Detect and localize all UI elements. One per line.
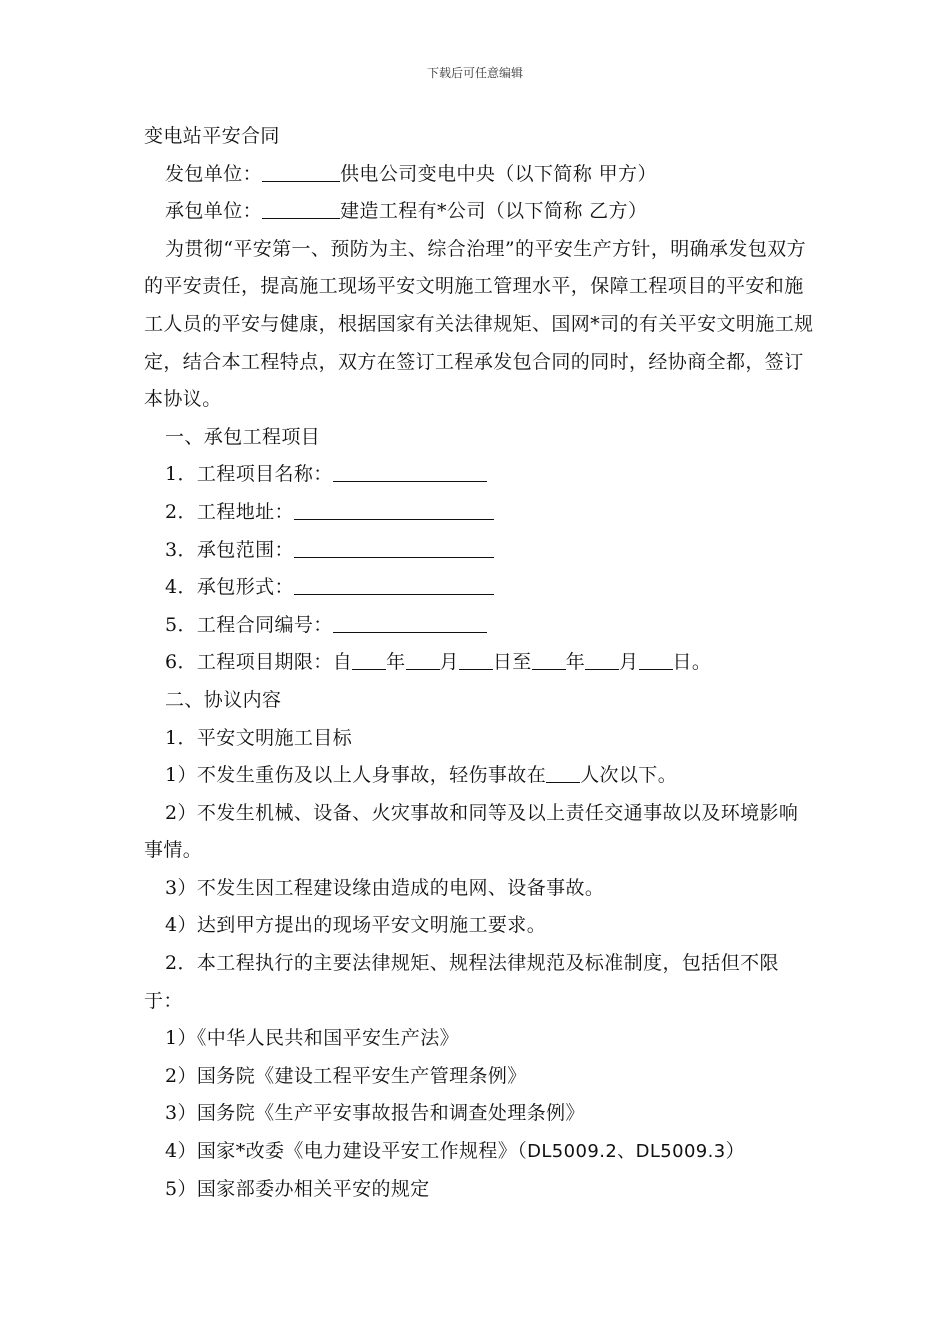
law-4-codes: DL5009.2、DL5009.3 xyxy=(527,1141,726,1163)
document-body xyxy=(144,118,814,1208)
start-year-blank[interactable] xyxy=(352,649,386,670)
law-item: 3）国务院《生产平安事故报告和调查处理条例》 xyxy=(165,1102,585,1125)
intro-paragraph: 为贯彻“平安第一、预防为主、综合治理”的平安生产方针，明确承发包双方的平安责任，提高施工现场平安文明施工管理水平，保障工程项目的平安和施工人员的平安与健康，根据国家有关法律规矩、国网*司的有关平安文明施工规定，结合本工程特点，双方在签订工程承发包合同的同时，经协商全都，签订本协议。 xyxy=(144,237,814,411)
party-a-label: 发包单位： xyxy=(165,162,263,185)
law-item-5: 5）国家部委办相关平安的规定 xyxy=(165,1177,430,1200)
party-a-line xyxy=(144,156,814,194)
start-day-blank[interactable] xyxy=(459,649,493,670)
contract-form-blank[interactable] xyxy=(294,574,494,595)
contract-scope-line xyxy=(144,532,814,570)
project-address-label: 2．工程地址： xyxy=(165,500,294,523)
project-address-blank[interactable] xyxy=(294,499,494,520)
end-month-label: 月 xyxy=(619,651,639,674)
project-name-line xyxy=(144,456,814,494)
goal-2-paragraph: 2）不发生机械、设备、火灾事故和同等及以上责任交通事故以及环境影响事情。 xyxy=(144,801,799,862)
goal-1-suffix: 人次以下。 xyxy=(580,764,678,787)
goal-1-text: 1）不发生重伤及以上人身事故，轻伤事故在 xyxy=(165,764,547,787)
section2-heading: 二、协议内容 xyxy=(165,688,282,711)
project-name-label: 1．工程项目名称： xyxy=(165,463,333,486)
law-4-text: 4）国家*改委《电力建设平安工作规程》（ xyxy=(165,1140,528,1163)
law-item: 2）国务院《建设工程平安生产管理条例》 xyxy=(165,1064,527,1087)
start-day-label: 日至 xyxy=(492,651,532,674)
party-a-text: 供电公司变电中央（以下简称 甲方） xyxy=(340,162,657,185)
end-year-blank[interactable] xyxy=(532,649,566,670)
project-period-line xyxy=(144,644,814,682)
end-month-blank[interactable] xyxy=(585,649,619,670)
goal-1-line xyxy=(144,757,814,795)
contract-number-label: 5．工程合同编号： xyxy=(165,613,333,636)
end-year-label: 年 xyxy=(565,651,586,674)
start-year-label: 年 xyxy=(386,651,406,674)
contract-form-line xyxy=(144,569,814,607)
contract-number-line xyxy=(144,607,814,645)
regulations-intro-paragraph: 2．本工程执行的主要法律规矩、规程法律规范及标准制度，包括但不限于： xyxy=(144,952,779,1012)
party-b-text: 建造工程有*公司（以下简称 乙方） xyxy=(340,200,648,223)
project-period-label: 6．工程项目期限：自 xyxy=(165,651,353,674)
law-4-close: ） xyxy=(725,1140,746,1163)
goal-3-line: 3）不发生因工程建设缘由造成的电网、设备事故。 xyxy=(165,876,605,899)
law-item: 1）《中华人民共和国平安生产法》 xyxy=(165,1027,459,1050)
party-a-blank[interactable] xyxy=(262,161,340,182)
project-address-line xyxy=(144,494,814,532)
section1-heading: 一、承包工程项目 xyxy=(165,425,321,448)
start-month-label: 月 xyxy=(439,651,459,674)
start-month-blank[interactable] xyxy=(406,649,440,670)
contract-number-blank[interactable] xyxy=(333,612,487,633)
party-b-line xyxy=(144,193,814,231)
project-name-blank[interactable] xyxy=(333,461,487,482)
minor-injury-count-blank[interactable] xyxy=(546,762,580,783)
end-day-blank[interactable] xyxy=(639,649,673,670)
safety-goals-heading: 1．平安文明施工目标 xyxy=(165,726,353,749)
law-item-4 xyxy=(144,1133,814,1171)
contract-form-label: 4．承包形式： xyxy=(165,576,294,599)
page-header: 下载后可任意编辑 xyxy=(426,66,523,80)
end-day-label: 日。 xyxy=(672,651,712,674)
document-title: 变电站平安合同 xyxy=(144,125,280,147)
party-b-label: 承包单位： xyxy=(165,200,263,223)
contract-scope-blank[interactable] xyxy=(294,537,494,558)
party-b-blank[interactable] xyxy=(262,198,340,219)
contract-scope-label: 3．承包范围： xyxy=(165,538,294,561)
goal-4-line: 4）达到甲方提出的现场平安文明施工要求。 xyxy=(165,914,547,937)
